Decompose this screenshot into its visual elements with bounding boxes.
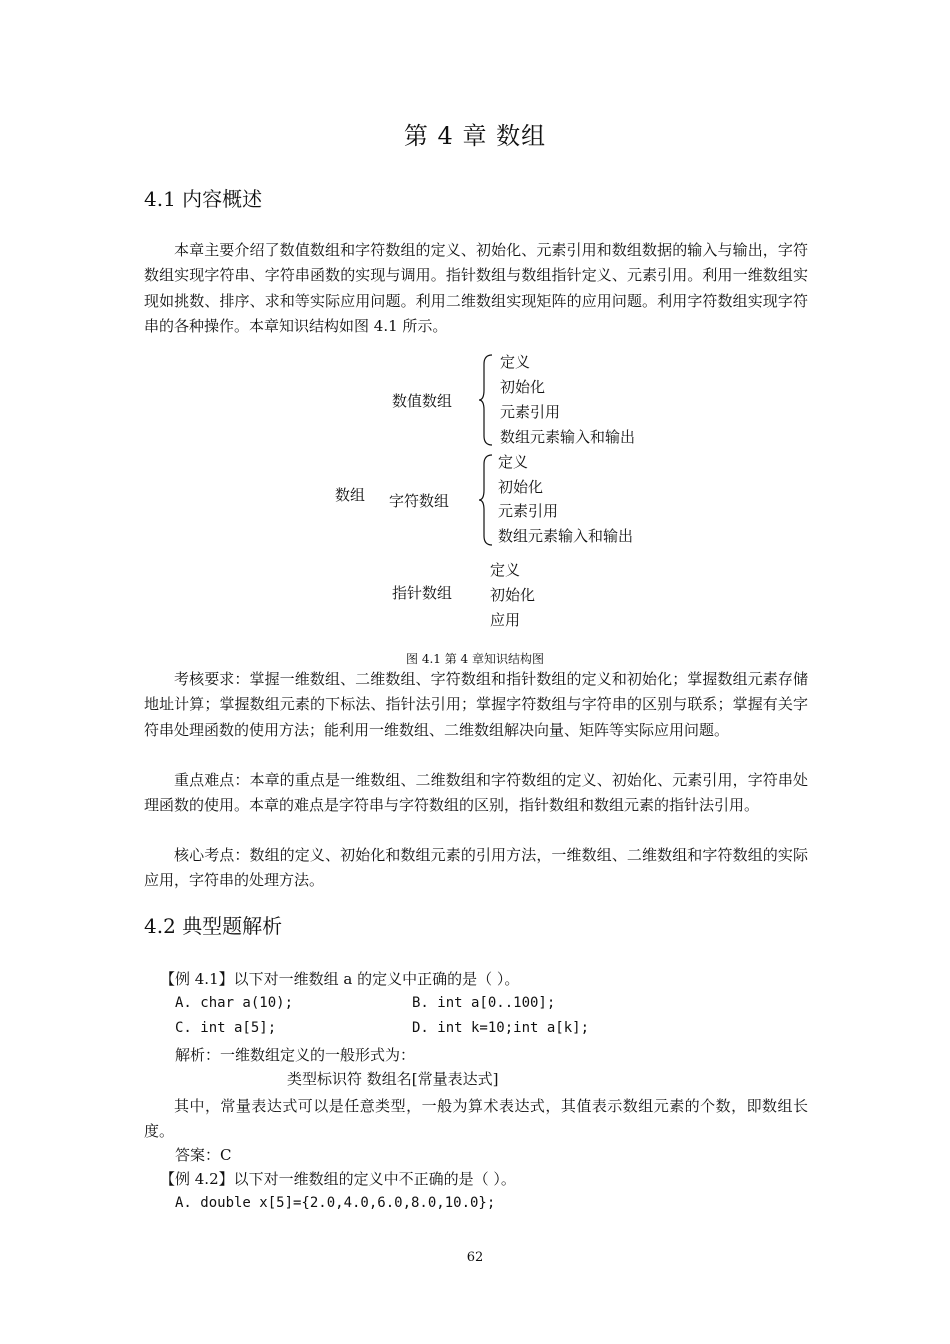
diagram-item: 定义 xyxy=(500,353,531,371)
diagram-item: 元素引用 xyxy=(498,502,559,520)
diagram-root: 数组 xyxy=(335,486,366,504)
section-heading-4-1: 4.1 内容概述 xyxy=(144,187,263,211)
diagram-item: 定义 xyxy=(498,453,529,471)
analysis-text: 解析：一维数组定义的一般形式为： xyxy=(175,1046,416,1064)
key-points-paragraph: 重点难点：本章的重点是一维数组、二维数组和字符数组的定义、初始化、元素引用，字符串处理函数的使用。本章的难点是字符串与字符数组的区别，指针数组和数组元素的指针法引用。 xyxy=(144,771,808,815)
overview-paragraph: 本章主要介绍了数值数组和字符数组的定义、初始化、元素引用和数组数据的输入与输出，字符数组实现字符串、字符串函数的实现与调用。指针数组与数组指针定义、元素引用。利用一维数组实现如挑数、排序、求和等实际应用问题。利用二维数组实现矩阵的应用问题。利用字符数组实现字符串的各种操作。本章知识结构如图 4.1 所示。 xyxy=(144,241,808,335)
answer-text: 答案：C xyxy=(175,1146,232,1164)
option-a: A. char a(10); xyxy=(175,995,294,1011)
section-heading-4-2: 4.2 典型题解析 xyxy=(144,914,283,938)
diagram-item: 应用 xyxy=(490,611,521,629)
diagram-item: 元素引用 xyxy=(500,403,561,421)
option-a: A. double x[5]={2.0,4.0,6.0,8.0,10.0}; xyxy=(175,1195,496,1211)
explanation-paragraph: 其中，常量表达式可以是任意类型，一般为算术表达式，其值表示数组元素的个数，即数组长度。 xyxy=(144,1097,808,1141)
diagram-item: 初始化 xyxy=(498,478,544,496)
example-question: 【例 4.2】以下对一维数组的定义中不正确的是（ ）。 xyxy=(160,1170,516,1188)
option-b: B. int a[0..100]; xyxy=(412,995,556,1011)
diagram-group-label: 指针数组 xyxy=(392,584,453,602)
diagram-item: 数组元素输入和输出 xyxy=(500,428,636,446)
page-number: 62 xyxy=(466,1250,484,1265)
chapter-title: 第 4 章 数组 xyxy=(403,122,547,150)
option-c: C. int a[5]; xyxy=(175,1020,277,1036)
figure-caption: 图 4.1 第 4 章知识结构图 xyxy=(406,652,544,666)
general-form: 类型标识符 数组名[常量表达式] xyxy=(287,1070,499,1088)
assessment-paragraph: 考核要求：掌握一维数组、二维数组、字符数组和指针数组的定义和初始化；掌握数组元素存储地址计算；掌握数组元素的下标法、指针法引用；掌握字符数组与字符串的区别与联系；掌握有关字符串处理函数的使用方法；能利用一维数组、二维数组解决向量、矩阵等实际应用问题。 xyxy=(144,670,808,739)
example-question: 【例 4.1】以下对一维数组 a 的定义中正确的是（ ）。 xyxy=(160,970,520,988)
option-d: D. int k=10;int a[k]; xyxy=(412,1020,590,1036)
diagram-item: 初始化 xyxy=(500,378,546,396)
diagram-item: 初始化 xyxy=(490,586,536,604)
diagram-item: 数组元素输入和输出 xyxy=(498,527,634,545)
brace-icon xyxy=(478,454,496,546)
diagram-group-label: 字符数组 xyxy=(389,492,450,510)
brace-icon xyxy=(478,354,496,446)
diagram-group-label: 数值数组 xyxy=(392,392,453,410)
diagram-item: 定义 xyxy=(490,561,521,579)
core-points-paragraph: 核心考点：数组的定义、初始化和数组元素的引用方法，一维数组、二维数组和字符数组的实际应用，字符串的处理方法。 xyxy=(144,846,808,890)
